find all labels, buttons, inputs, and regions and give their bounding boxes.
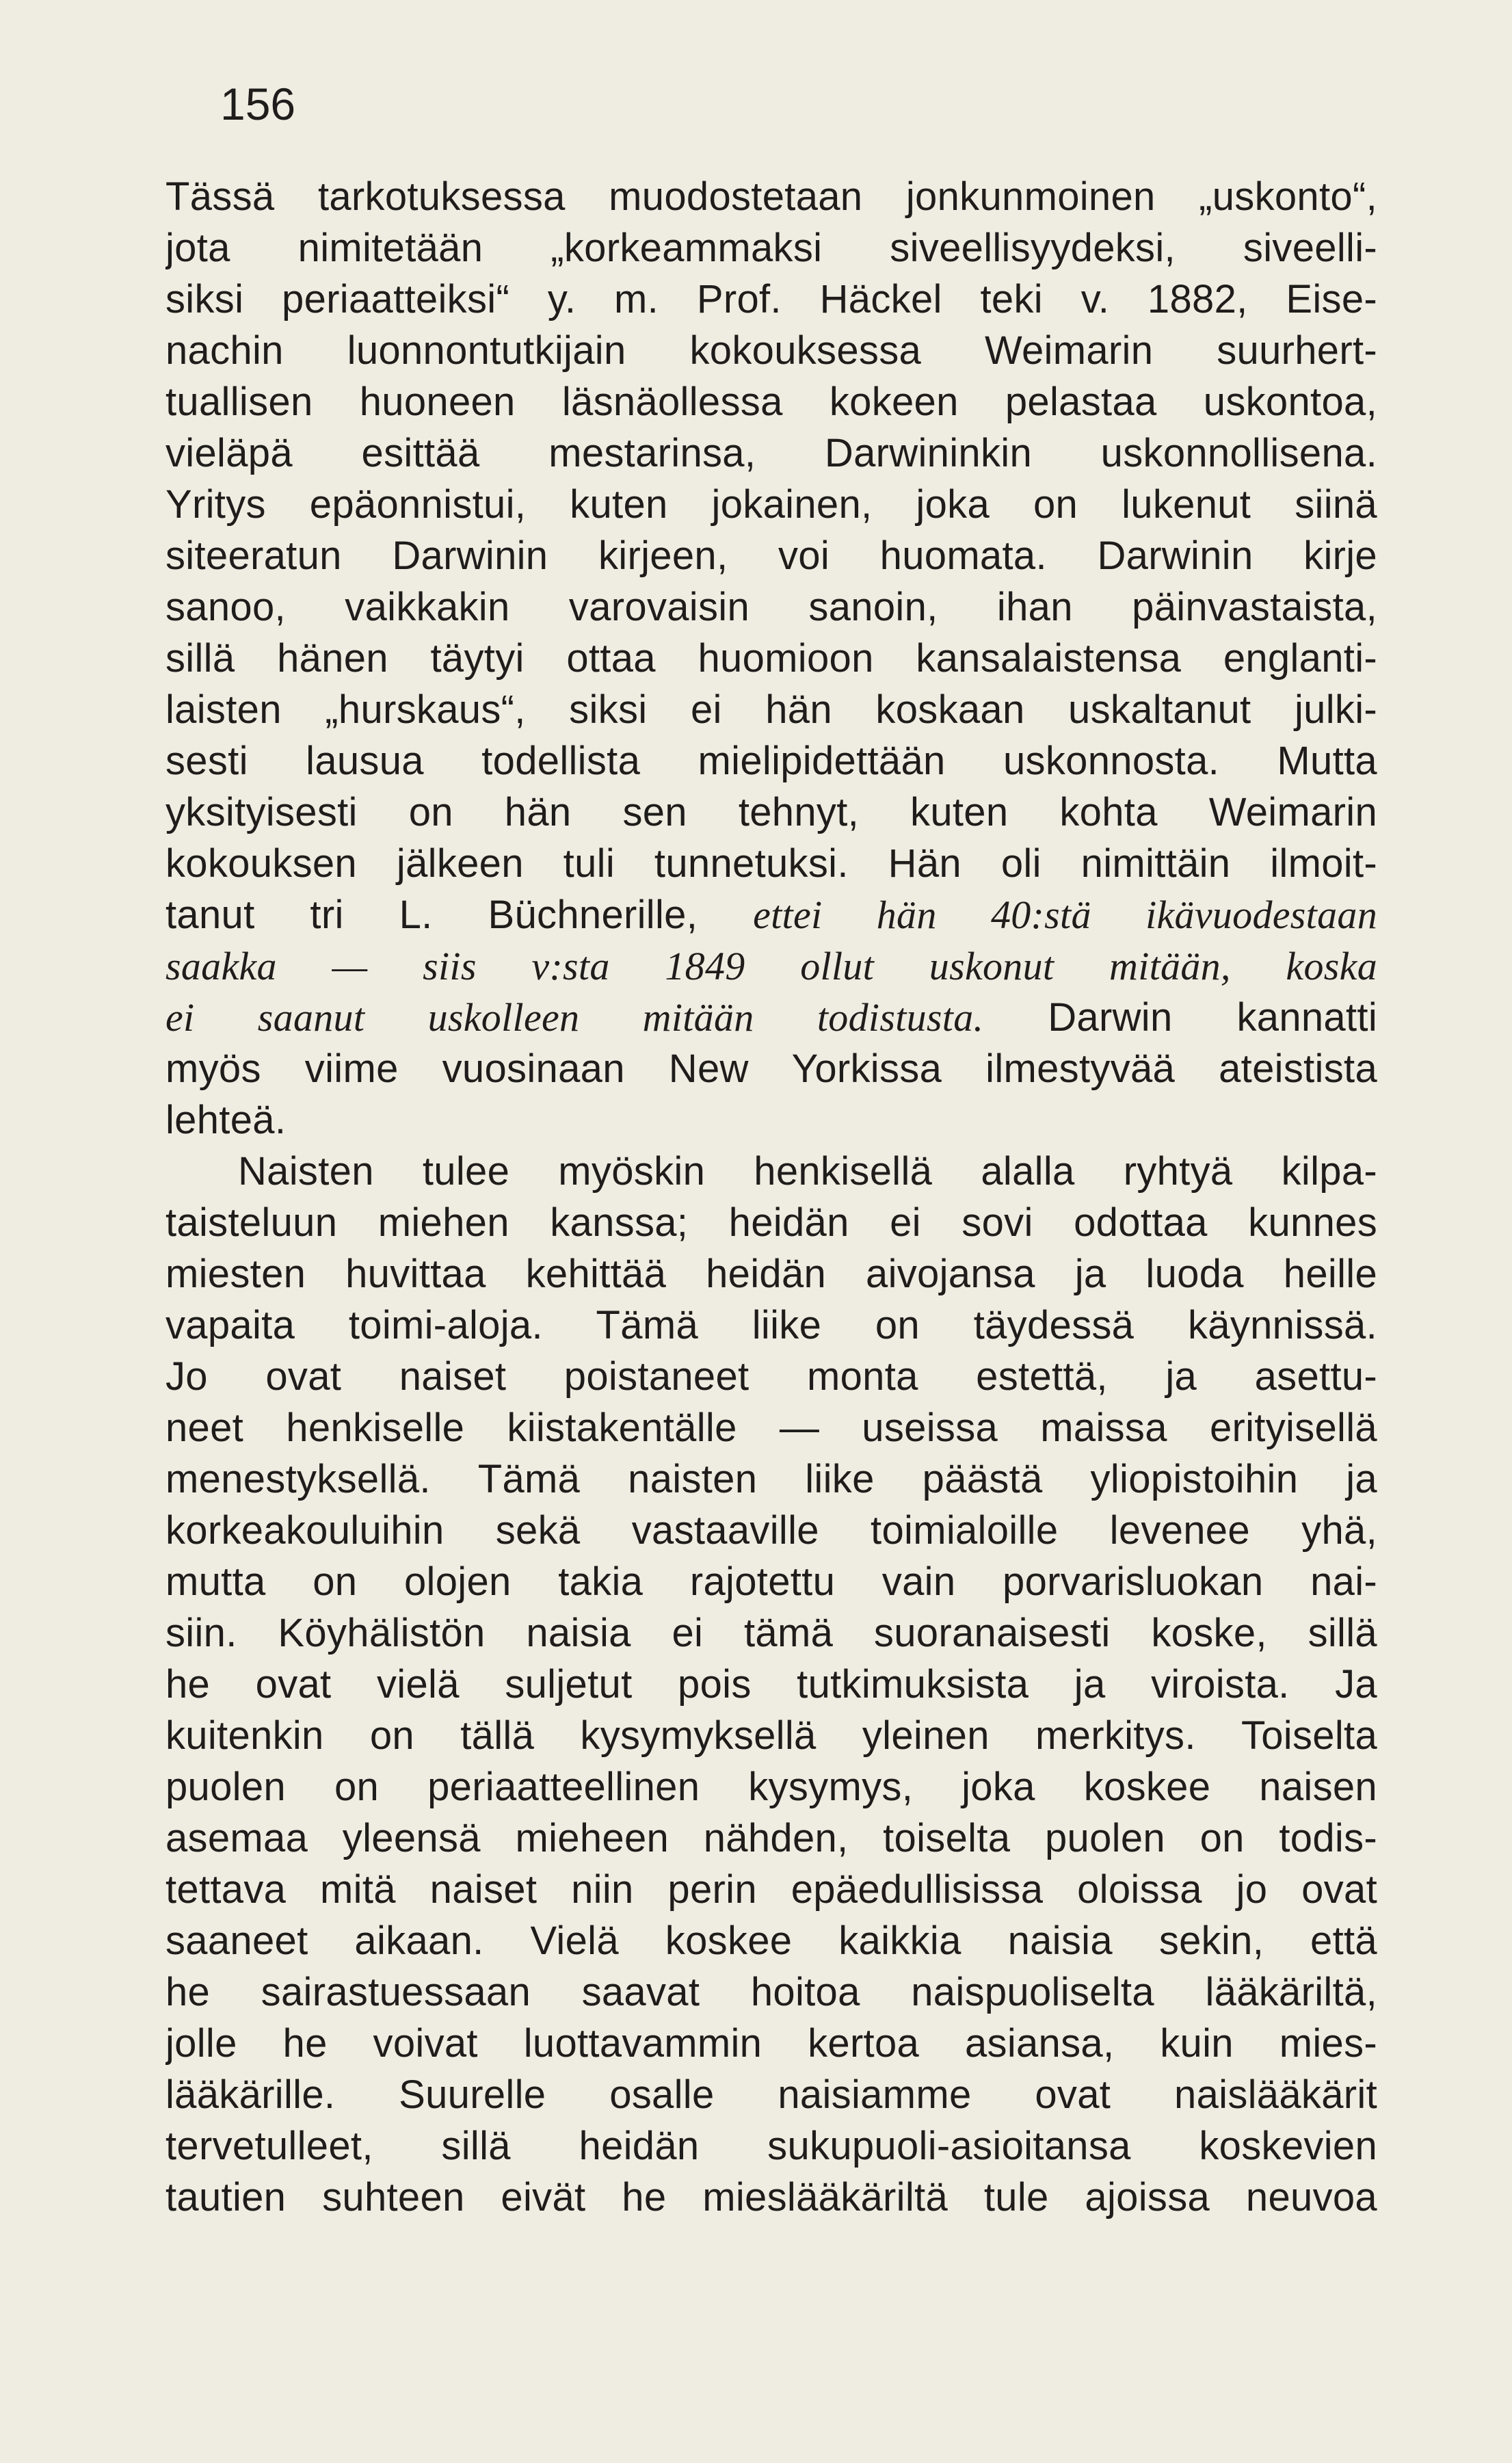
text-line: [165, 1966, 1377, 2018]
text-segment: vieläpä esittää mestarinsa, Darwininkin uskonnollisena.: [165, 431, 1377, 475]
text-line: [165, 1043, 1377, 1094]
text-line: [165, 838, 1377, 889]
text-line: [165, 1094, 1377, 1146]
text-segment: korkeakouluihin sekä vastaaville toimialoille levenee yhä,: [165, 1508, 1377, 1553]
text-segment: menestyksellä. Tämä naisten liike päästä yliopistoihin ja: [165, 1457, 1377, 1501]
text-segment: lääkärille. Suurelle osalle naisiamme ovat naislääkärit: [165, 2072, 1377, 2117]
text-segment: myös viime vuosinaan New Yorkissa ilmestyvää ateistista: [165, 1046, 1377, 1091]
text-line: [165, 2120, 1377, 2172]
text-line: [165, 1607, 1377, 1659]
text-segment: nachin luonnontutkijain kokouksessa Weimarin suurhert-: [165, 328, 1377, 373]
text-line: [165, 1556, 1377, 1607]
text-segment: kokouksen jälkeen tuli tunnetuksi. Hän oli nimittäin ilmoit-: [165, 841, 1377, 886]
text-segment: Tässä tarkotuksessa muodostetaan jonkunmoinen „uskonto“,: [165, 174, 1377, 219]
text-segment: siin. Köyhälistön naisia ei tämä suoranaisesti koske, sillä: [165, 1611, 1377, 1655]
text-line: [165, 1146, 1377, 1197]
italic-text: ei saanut uskolleen mitään todistusta.: [165, 995, 984, 1040]
text-segment: Darwin kannatti: [983, 995, 1377, 1040]
text-segment: tettava mitä naiset niin perin epäedullisissa oloissa jo ovat: [165, 1867, 1377, 1912]
text-segment: Naisten tulee myöskin henkisellä alalla ryhtyä kilpa-: [238, 1149, 1377, 1194]
text-line: [165, 1248, 1377, 1300]
text-line: [165, 1351, 1377, 1402]
text-segment: sesti lausua todellista mielipidettään uskonnosta. Mutta: [165, 739, 1377, 783]
text-line: [165, 1505, 1377, 1556]
text-segment: saaneet aikaan. Vielä koskee kaikkia naisia sekin, että: [165, 1919, 1377, 1963]
text-segment: sillä hänen täytyi ottaa huomioon kansalaistensa englanti-: [165, 636, 1377, 681]
text-segment: siksi periaatteiksi“ y. m. Prof. Häckel teki v. 1882, Eise-: [165, 277, 1377, 321]
text-line: [165, 1915, 1377, 1966]
text-line: [165, 1300, 1377, 1351]
text-line: [165, 427, 1377, 479]
text-line: [165, 940, 1377, 992]
text-line: [165, 530, 1377, 581]
body-text: [165, 171, 1377, 2223]
text-segment: asemaa yleensä mieheen nähden, toiselta puolen on todis-: [165, 1816, 1377, 1860]
text-line: [165, 1453, 1377, 1505]
text-segment: neet henkiselle kiistakentälle — useissa maissa erityisellä: [165, 1406, 1377, 1450]
text-line: [165, 1402, 1377, 1453]
text-segment: kuitenkin on tällä kysymyksellä yleinen merkitys. Toiselta: [165, 1713, 1377, 1758]
text-line: [165, 1197, 1377, 1248]
text-line: [165, 1864, 1377, 1915]
text-line: [165, 171, 1377, 222]
text-segment: tuallisen huoneen läsnäollessa kokeen pelastaa uskontoa,: [165, 380, 1377, 424]
text-segment: Yritys epäonnistui, kuten jokainen, joka on lukenut siinä: [165, 482, 1377, 527]
text-segment: he sairastuessaan saavat hoitoa naispuoliselta lääkäriltä,: [165, 1970, 1377, 2014]
text-segment: mutta on olojen takia rajotettu vain porvarisluokan nai-: [165, 1559, 1377, 1604]
text-segment: miesten huvittaa kehittää heidän aivojansa ja luoda heille: [165, 1252, 1377, 1296]
text-line: [165, 2172, 1377, 2223]
text-segment: lehteä.: [165, 1098, 287, 1142]
text-segment: vapaita toimi-aloja. Tämä liike on täydessä käynnissä.: [165, 1303, 1377, 1347]
text-line: [165, 735, 1377, 787]
text-segment: tautien suhteen eivät he mieslääkäriltä tule ajoissa neuvoa: [165, 2175, 1377, 2220]
italic-text: ettei hän 40:stä ikävuodestaan: [753, 893, 1377, 937]
text-line: [165, 2069, 1377, 2120]
text-segment: Jo ovat naiset poistaneet monta estettä, ja asettu-: [165, 1354, 1377, 1399]
page-number: 156: [220, 79, 296, 129]
text-line: [165, 581, 1377, 633]
text-segment: jota nimitetään „korkeammaksi siveellisyydeksi, siveelli-: [165, 226, 1377, 270]
text-segment: jolle he voivat luottavammin kertoa asiansa, kuin mies-: [165, 2021, 1377, 2066]
text-line: [165, 1761, 1377, 1813]
text-line: [165, 376, 1377, 427]
text-line: [165, 1813, 1377, 1864]
text-line: [165, 479, 1377, 530]
text-line: [165, 1710, 1377, 1761]
text-line: [165, 633, 1377, 684]
text-segment: yksityisesti on hän sen tehnyt, kuten kohta Weimarin: [165, 790, 1377, 834]
text-segment: puolen on periaatteellinen kysymys, joka koskee naisen: [165, 1765, 1377, 1809]
text-line: [165, 2018, 1377, 2069]
italic-text: saakka — siis v:sta 1849 ollut uskonut mitään, koska: [165, 944, 1377, 988]
text-line: [165, 992, 1377, 1043]
text-segment: taisteluun miehen kanssa; heidän ei sovi odottaa kunnes: [165, 1200, 1377, 1245]
text-segment: sanoo, vaikkakin varovaisin sanoin, ihan päinvastaista,: [165, 585, 1377, 629]
text-line: [165, 222, 1377, 274]
text-line: [165, 1659, 1377, 1710]
text-segment: laisten „hurskaus“, siksi ei hän koskaan uskaltanut julki-: [165, 687, 1377, 732]
text-line: [165, 325, 1377, 376]
text-segment: tanut tri L. Büchnerille,: [165, 893, 754, 937]
text-segment: siteeratun Darwinin kirjeen, voi huomata. Darwinin kirje: [165, 534, 1377, 578]
text-line: [165, 684, 1377, 735]
text-segment: he ovat vielä suljetut pois tutkimuksista ja viroista. Ja: [165, 1662, 1377, 1707]
text-segment: tervetulleet, sillä heidän sukupuoli-asioitansa koskevien: [165, 2124, 1377, 2168]
text-line: [165, 889, 1377, 940]
text-line: [165, 787, 1377, 838]
text-line: [165, 274, 1377, 325]
